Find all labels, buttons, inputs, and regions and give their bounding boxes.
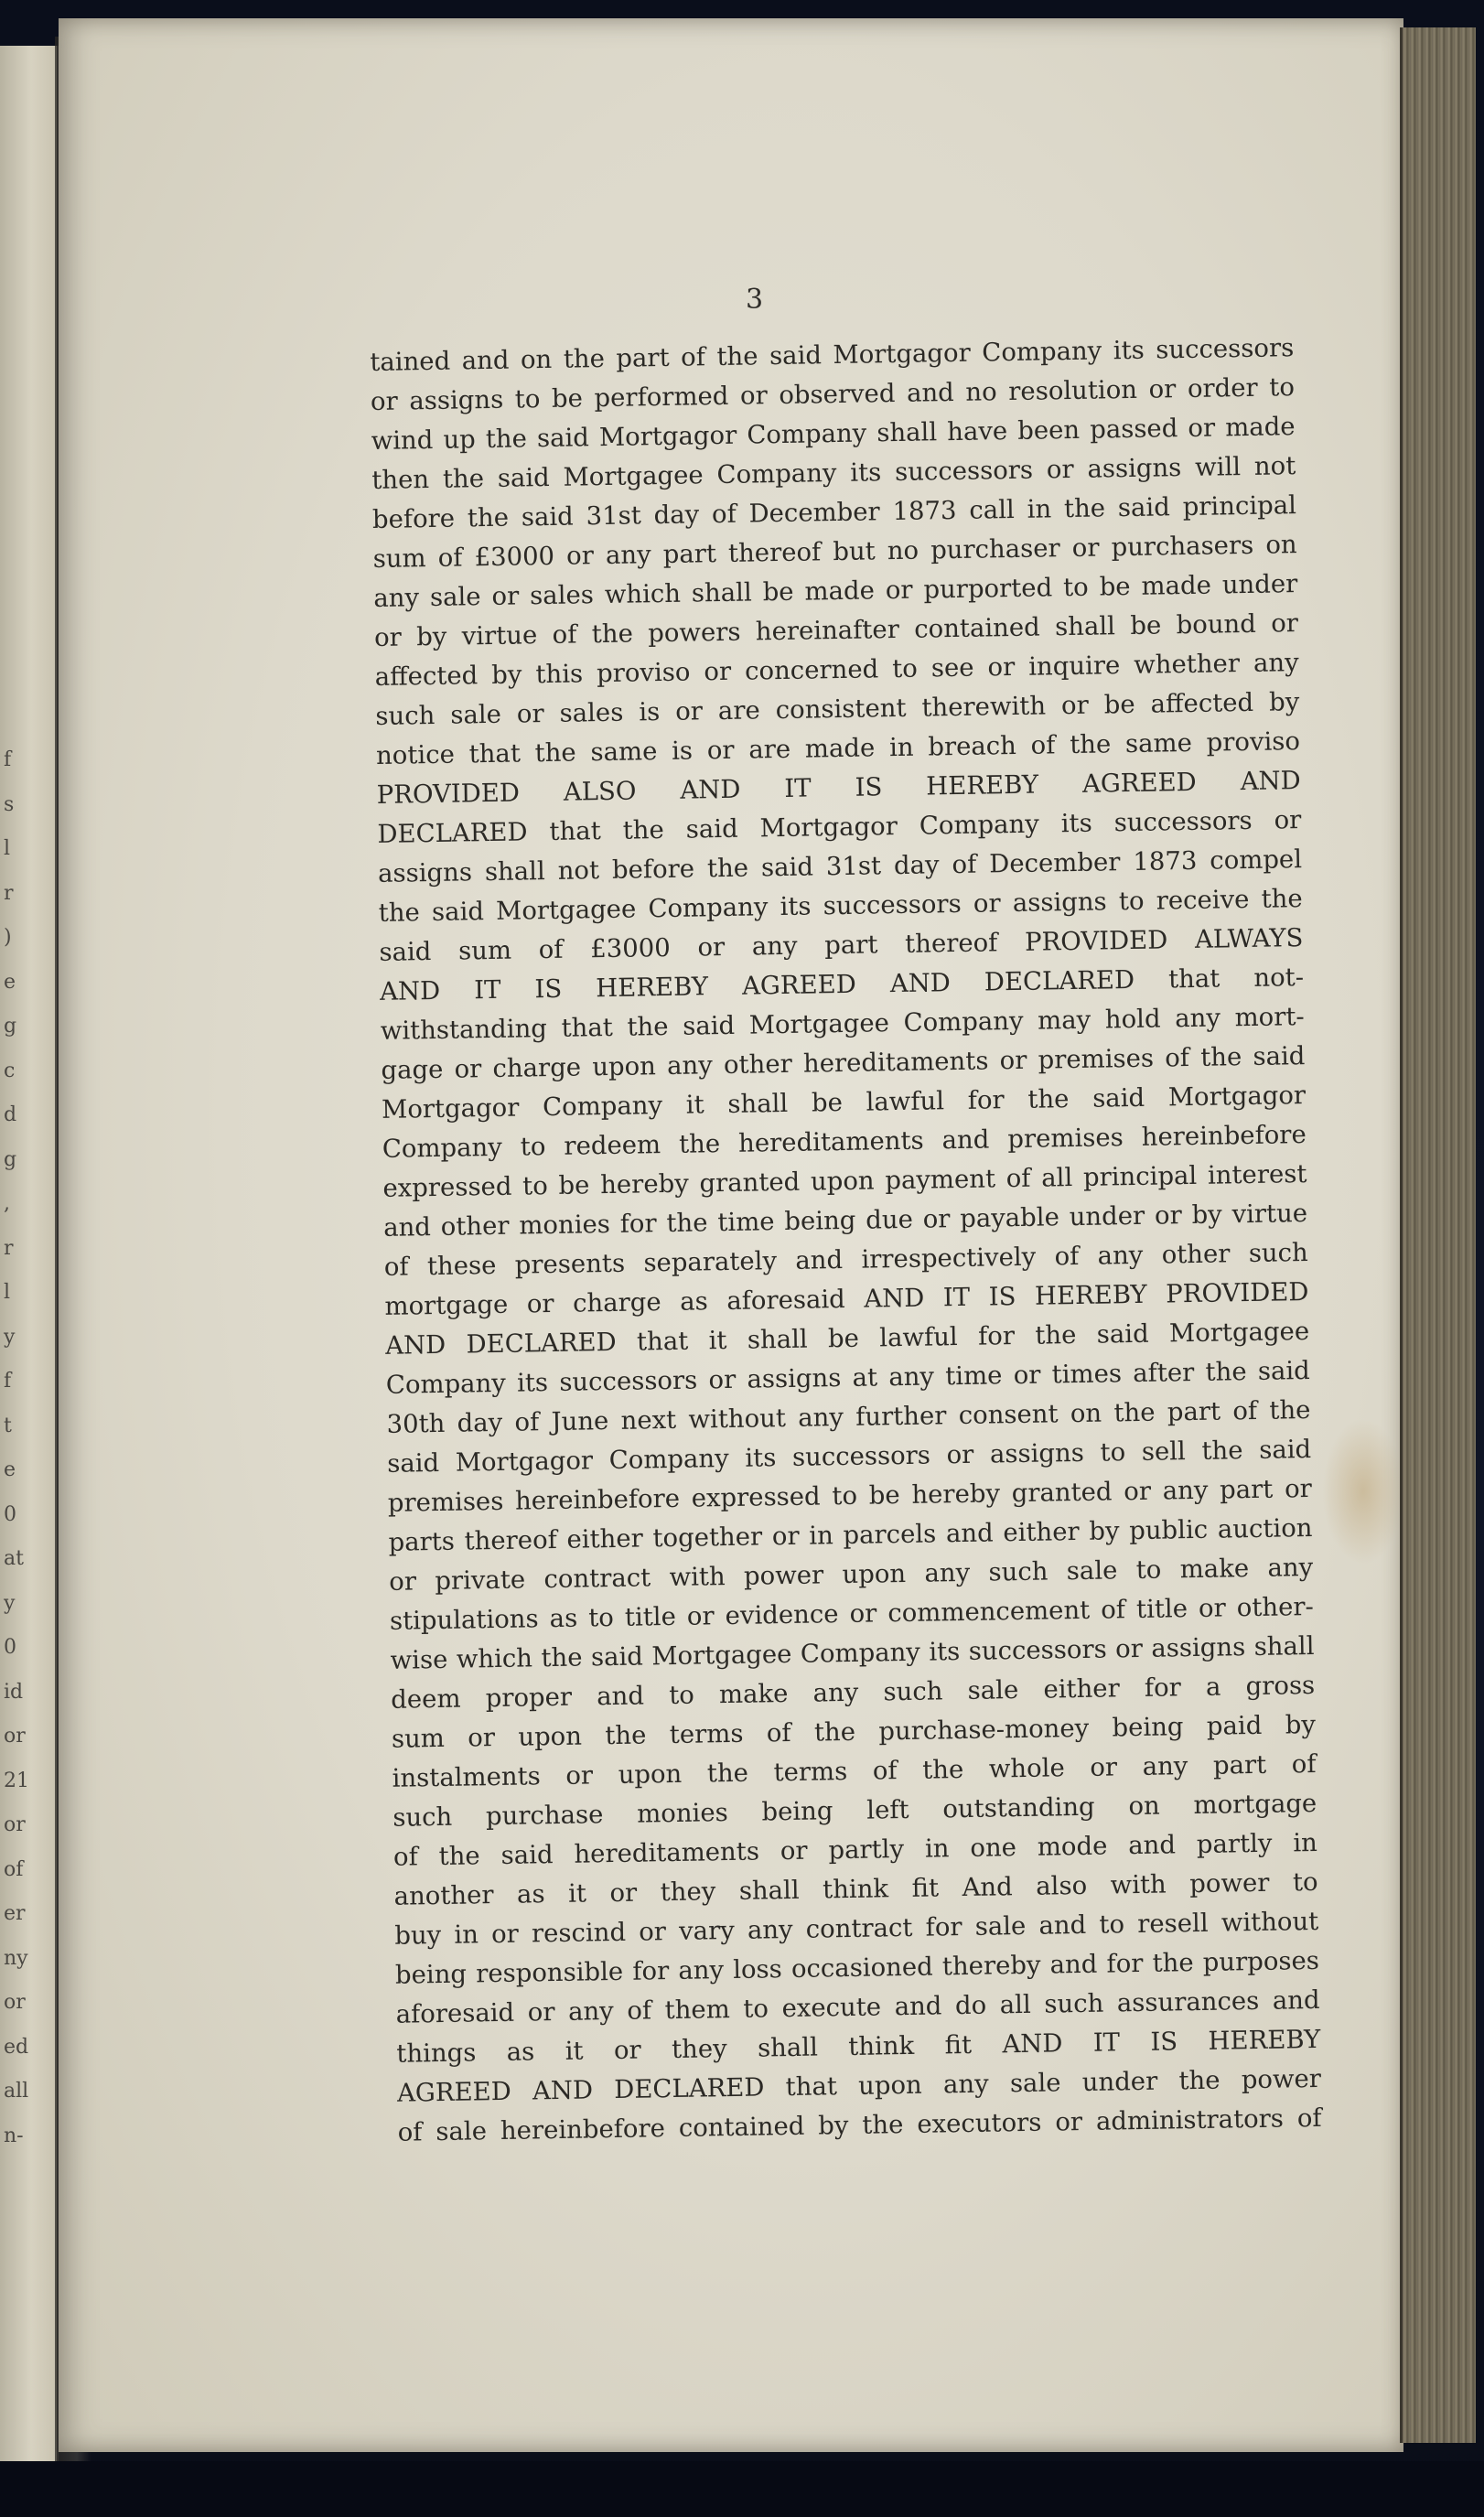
text-line: stipulations as to title or evidence or commencement of title or other- [389,1591,1315,1636]
text-line: such sale or sales is or are consistent therewith or be affected by [375,687,1300,731]
text-line: Mortgagor Company it shall be lawful for the said Mortgagor [381,1081,1307,1124]
text-line: said sum of £3000 or any part thereof PROVIDED ALWAYS [379,923,1304,967]
text-line: buy in or rescind or vary any contract for sale and to resell without [394,1906,1319,1951]
text-line: sum or upon the terms of the purchase-money being paid by [391,1709,1317,1754]
previous-page-fragment: ed [4,2035,29,2059]
book-fore-edge [1400,27,1476,2443]
previous-page-edge [0,46,59,2461]
text-line: being responsible for any loss occasioned thereby and for the purposes [394,1945,1320,1990]
text-line: instalments or upon the terms of the whole or any part of [392,1748,1317,1793]
previous-page-fragment: ) [4,926,12,949]
document-page [59,18,1403,2452]
text-line: or by virtue of the powers hereinafter contained shall be bound or [373,608,1299,652]
text-line: AND IT IS HEREBY AGREED AND DECLARED that not- [379,963,1305,1006]
paper-stain [1322,1418,1404,1565]
text-line: Company its successors or assigns at any time or times after the said [385,1355,1311,1400]
previous-page-fragment: f [4,748,12,771]
previous-page-fragment: y [4,1325,16,1349]
previous-page-fragment: at [4,1547,24,1570]
previous-page-fragment: e [4,1458,16,1481]
text-line: expressed to be hereby granted upon payment of all principal interest [382,1159,1307,1203]
text-line: any sale or sales which shall be made or purported to be made under [373,569,1298,613]
text-line: or private contract with power upon any such sale to make any [389,1552,1314,1597]
text-line: tained and on the part of the said Mortgagor Company its successors [370,333,1295,377]
previous-page-fragment: l [4,1281,11,1304]
previous-page-fragment: s [4,792,15,816]
text-line: then the said Mortgagee Company its successors or assigns will not [371,451,1296,495]
previous-page-fragment: ny [4,1946,28,1970]
text-line: and other monies for the time being due or payable under or by virtue [382,1199,1308,1242]
text-line: affected by this proviso or concerned to see or inquire whether any [374,648,1299,692]
previous-page-fragment: 21 [4,1769,29,1792]
previous-page-fragment: , [4,1192,10,1215]
text-line: of these presents separately and irrespectively of any other such [383,1238,1308,1282]
previous-page-fragment: 0 [4,1636,16,1659]
previous-page-fragment: d [4,1103,17,1126]
body-text [370,328,1322,2153]
text-line: wise which the said Mortgagee Company its successors or assigns shall [390,1630,1315,1675]
previous-page-fragment: y [4,1591,16,1615]
previous-page-fragment: g [4,1147,17,1171]
text-line: another as it or they shall think fit And also with power to [393,1866,1318,1911]
previous-page-fragment: id [4,1680,24,1704]
text-line: said Mortgagor Company its successors or assigns to sell the said [386,1434,1312,1479]
text-line: before the said 31st day of December 1873 call in the said principal [371,490,1297,534]
previous-page-fragment: f [4,1370,12,1393]
previous-page-fragment: or [4,1813,26,1836]
text-line: Company to redeem the hereditaments and premises hereinbefore [382,1120,1307,1164]
text-line: aforesaid or any of them to execute and do all such assurances and [395,1985,1320,2029]
previous-page-fragment: g [4,1015,17,1038]
previous-page-fragment: all [4,2080,29,2103]
previous-page-fragment: or [4,1991,26,2014]
text-line: AGREED AND DECLARED that upon any sale under the power [396,2063,1322,2108]
page-number: 3 [746,284,764,316]
text-line: sum of £3000 or any part thereof but no purchaser or purchasers on [372,530,1297,574]
scan-background-bottom [0,2461,1484,2517]
text-line: withstanding that the said Mortgagee Company may hold any mort- [380,1002,1305,1046]
previous-page-fragment: e [4,970,16,994]
text-line: DECLARED that the said Mortgagor Company its successors or [377,805,1302,849]
text-line: gage or charge upon any other hereditaments or premises of the said [381,1041,1306,1085]
previous-page-fragment: or [4,1725,26,1748]
text-line: AND DECLARED that it shall be lawful for the said Mortgagee [384,1317,1310,1361]
text-line: wind up the said Mortgagor Company shall have been passed or made [371,412,1296,456]
previous-page-fragment: t [4,1414,12,1437]
previous-page-fragment: r [4,1236,14,1260]
previous-page-fragment: r [4,881,14,905]
text-line: premises hereinbefore expressed to be hereby granted or any part or [387,1473,1313,1518]
text-line: assigns shall not before the said 31st day of December 1873 compel [377,844,1303,888]
text-line: mortgage or charge as aforesaid AND IT IS HEREBY PROVIDED [384,1277,1309,1321]
text-line: PROVIDED ALSO AND IT IS HEREBY AGREED AND [376,766,1301,810]
previous-page-fragment: er [4,1902,26,1925]
previous-page-fragment: of [4,1857,24,1881]
text-line: the said Mortgagee Company its successors or assigns to receive the [378,884,1303,928]
previous-page-fragment: l [4,837,11,860]
text-line: 30th day of June next without any further consent on the part of the [386,1394,1311,1439]
text-line: things as it or they shall think fit AND IT IS HEREBY [396,2024,1321,2069]
text-line: such purchase monies being left outstanding on mortgage [393,1788,1317,1833]
previous-page-fragment: n- [4,2124,24,2147]
text-line: parts thereof either together or in parcels and either by public auction [388,1512,1313,1557]
text-line: of sale hereinbefore contained by the executors or administrators of [397,2103,1322,2147]
text-line: deem proper and to make any such sale either for a gross [391,1670,1316,1715]
text-line: of the said hereditaments or partly in one mode and partly in [393,1827,1318,1872]
previous-page-fragment: 0 [4,1502,16,1526]
previous-page-fragment: c [4,1059,16,1082]
text-line: or assigns to be performed or observed and no resolution or order to [370,372,1296,416]
text-line: notice that the same is or are made in breach of the same proviso [375,726,1301,770]
